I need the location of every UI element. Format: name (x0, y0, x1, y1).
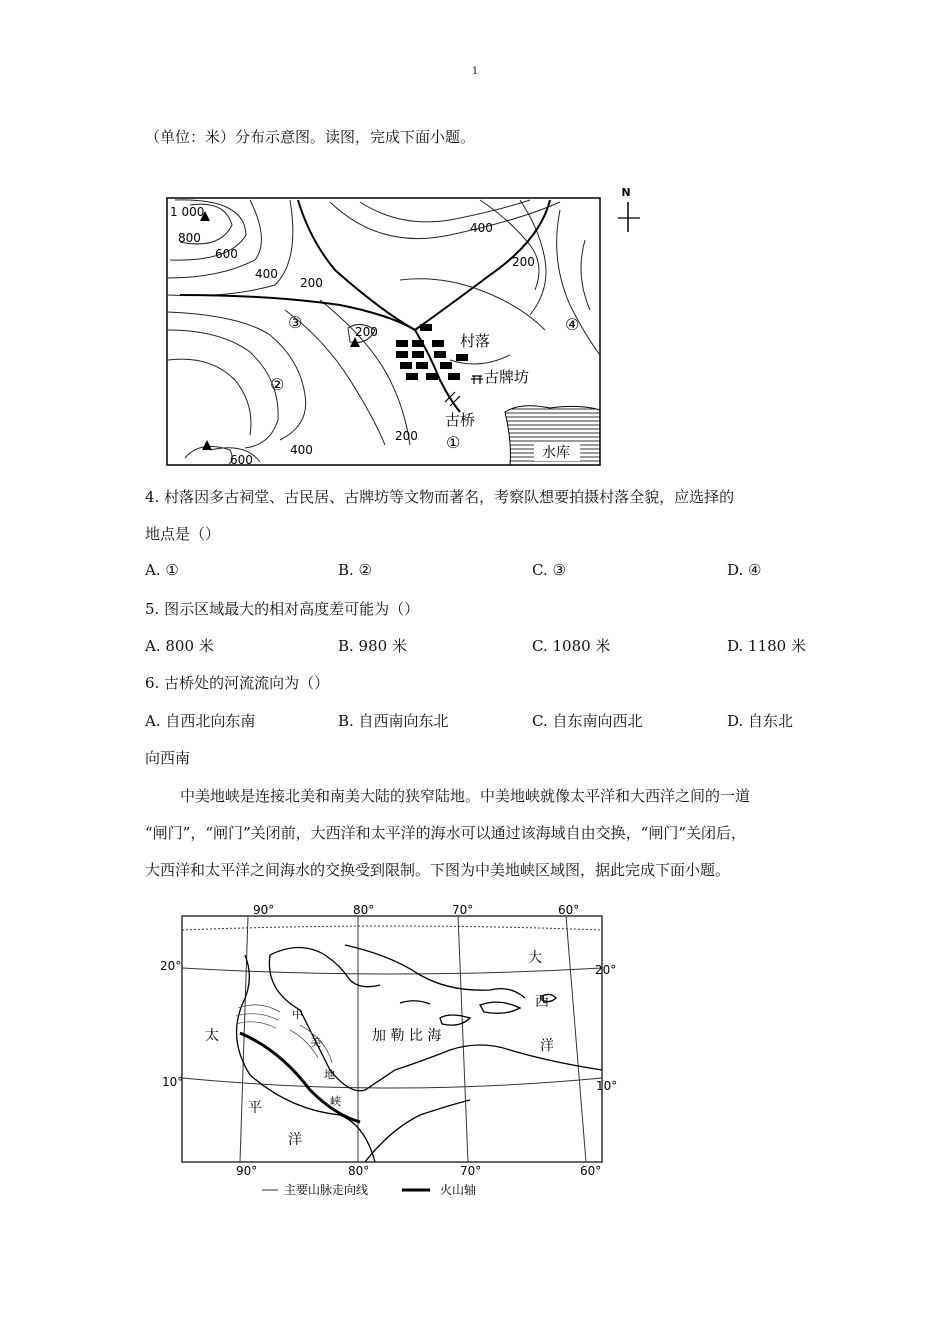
legend-mountain: 主要山脉走向线 (284, 1183, 369, 1197)
lat-label: 10° (596, 1079, 618, 1093)
archway-label: 古牌坊 (484, 368, 530, 386)
pacific-label: 太 (205, 1028, 219, 1044)
q4-option-c[interactable]: C. ③ (532, 561, 566, 579)
q4-stem-line1: 4. 村落因多古祠堂、古民居、古牌坊等文物而著名，考察队想要拍摄村落全貌，应选择的 (145, 488, 735, 506)
contour-label: 400 (290, 443, 313, 457)
contour-label: 1 000 (170, 205, 205, 219)
q5-stem: 5. 图示区域最大的相对高度差可能为（） (145, 600, 420, 618)
village-label: 村落 (460, 332, 491, 350)
lon-label: 70° (460, 1164, 482, 1178)
lon-label: 70° (452, 903, 474, 917)
q5-option-d[interactable]: D. 1180 米 (727, 637, 806, 655)
passage-line2: “闸门”，“闸门”关闭前，大西洋和太平洋的海水可以通过该海域自由交换，“闸门”关闭后， (145, 824, 747, 842)
lon-label: 90° (253, 903, 275, 917)
point-3: ③ (288, 313, 303, 332)
atlantic-label: 洋 (540, 1038, 554, 1054)
page-number: 1 (471, 66, 479, 77)
contour-label: 200 (512, 255, 535, 269)
contour-label: 200 (300, 276, 323, 290)
q6-option-a[interactable]: A. 自西北向东南 (145, 712, 256, 730)
q6-option-d[interactable]: D. 自东北 (727, 712, 794, 730)
lon-label: 90° (236, 1164, 258, 1178)
pacific-label: 洋 (288, 1132, 302, 1148)
q4-option-d[interactable]: D. ④ (727, 561, 762, 579)
q6-option-c[interactable]: C. 自东南向西北 (532, 712, 643, 730)
central-america-map (150, 900, 620, 1200)
intro-line: （单位：米）分布示意图。读图，完成下面小题。 (145, 128, 476, 146)
q6-option-d-cont: 向西南 (145, 749, 191, 767)
contour-label: 600 (215, 247, 238, 261)
contour-map (150, 180, 640, 475)
lon-label: 80° (348, 1164, 370, 1178)
caribbean-label: 加 勒 比 海 (372, 1028, 442, 1044)
contour-label: 400 (255, 267, 278, 281)
north-label: N (621, 186, 631, 199)
lat-label: 20° (595, 963, 617, 977)
q5-option-b[interactable]: B. 980 米 (338, 637, 407, 655)
contour-label: 400 (470, 221, 493, 235)
q4-option-a[interactable]: A. ① (145, 561, 179, 579)
q5-option-a[interactable]: A. 800 米 (145, 637, 214, 655)
passage-line3: 大西洋和太平洋之间海水的交换受到限制。下图为中美地峡区域图，据此完成下面小题。 (145, 861, 731, 879)
lon-label: 60° (558, 903, 580, 917)
reservoir-label: 水库 (542, 445, 570, 461)
isthmus-label: 中 (292, 1008, 303, 1021)
lon-label: 80° (353, 903, 375, 917)
legend-volcano: 火山轴 (440, 1183, 477, 1197)
point-4: ④ (565, 315, 580, 334)
bridge-label: 古桥 (445, 411, 476, 429)
q4-option-b[interactable]: B. ② (338, 561, 373, 579)
contour-label: 600 (230, 453, 253, 467)
contour-label: 200 (395, 429, 418, 443)
q6-option-b[interactable]: B. 自西南向东北 (338, 712, 449, 730)
atlantic-label: 大 (528, 950, 542, 966)
isthmus-label: 峡 (330, 1095, 341, 1108)
lat-label: 10° (162, 1075, 184, 1089)
point-1: ① (446, 433, 461, 452)
q6-stem: 6. 古桥处的河流流向为（） (145, 674, 330, 692)
contour-label: 200 (355, 325, 378, 339)
lon-label: 60° (580, 1164, 602, 1178)
isthmus-label: 美 (310, 1036, 321, 1049)
pacific-label: 平 (248, 1100, 262, 1116)
isthmus-label: 地 (324, 1068, 335, 1081)
passage-line1: 中美地峡是连接北美和南美大陆的狭窄陆地。中美地峡就像太平洋和大西洋之间的一道 (180, 787, 751, 805)
atlantic-label: 西 (535, 994, 549, 1010)
lat-label: 20° (160, 959, 182, 973)
q4-stem-line2: 地点是（） (145, 525, 221, 543)
point-2: ② (270, 375, 285, 394)
contour-label: 800 (178, 231, 201, 245)
q5-option-c[interactable]: C. 1080 米 (532, 637, 611, 655)
